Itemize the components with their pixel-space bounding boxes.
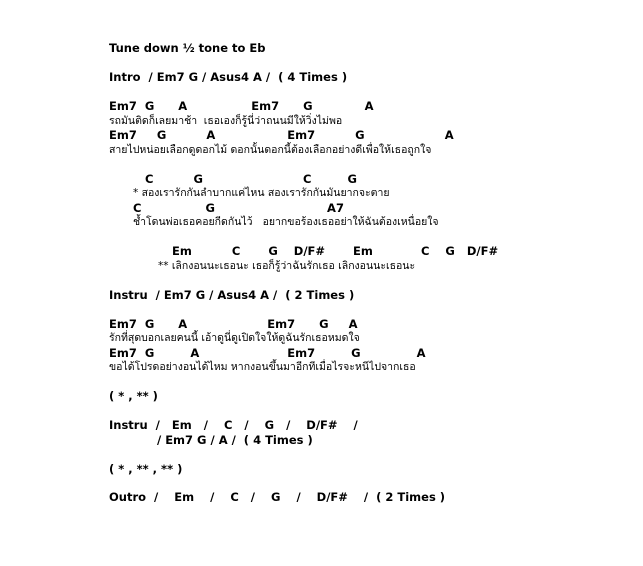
verse2-chords-2: Em7 G A Em7 G A <box>109 346 426 360</box>
verse2-lyric-2: ขอได้โปรดอย่างอนได้ไหม หากงอนขึ้นมาอีกทีเมื่อไรจะหนีไปจากเธอ <box>109 361 416 373</box>
prechorus-lyric-2: ช้ำโดนพ่อเธอคอยกีดกันไว้ อยากขอร้องเธออย่าให้ฉันต้องเหนื่อยใจ <box>133 216 439 228</box>
intro-line: Intro / Em7 G / Asus4 A / ( 4 Times ) <box>109 70 348 84</box>
prechorus-chords-2: C G A7 <box>133 201 344 215</box>
tuning-note: Tune down ½ tone to Eb <box>109 41 266 55</box>
prechorus-lyric-1: * สองเรารักกันลำบากแค่ไหน สองเรารักกันมันยากจะตาย <box>133 187 390 199</box>
verse1-chords-2: Em7 G A Em7 G A <box>109 128 454 142</box>
instru2-line-1: Instru / Em / C / G / D/F# / <box>109 418 358 432</box>
verse1-lyric-1: รถมันติดก็เลยมาช้า เธอเองก็รู้นี่ว่าถนนมีให้วิ่งไม่พอ <box>109 115 343 127</box>
repeat1-line: ( * , ** ) <box>109 389 158 403</box>
instru1-line: Instru / Em7 G / Asus4 A / ( 2 Times ) <box>109 288 355 302</box>
chorus-chords: Em C G D/F# Em C G D/F# <box>172 244 499 258</box>
chorus-lyric: ** เลิกงอนนะเธอนะ เธอก็รู้ว่าฉันรักเธอ เลิกงอนนะเธอนะ <box>158 260 416 272</box>
instru2-line-2: / Em7 G / A / ( 4 Times ) <box>157 433 313 447</box>
verse2-chords-1: Em7 G A Em7 G A <box>109 317 358 331</box>
verse2-lyric-1: รักที่สุดบอกเลยคนนี้ เอ้าดูนี่ดูเปิดใจให้ดูฉันรักเธอหมดใจ <box>109 332 360 344</box>
repeat2-line: ( * , ** , ** ) <box>109 462 183 476</box>
verse1-lyric-2: สายไปหน่อยเลือกดูดอกไม้ ดอกนั้นดอกนี้ต้องเลือกอย่างดีเพื่อให้เธอถูกใจ <box>109 144 432 156</box>
prechorus-chords-1: C G C G <box>145 172 357 186</box>
verse1-chords-1: Em7 G A Em7 G A <box>109 99 374 113</box>
outro-line: Outro / Em / C / G / D/F# / ( 2 Times ) <box>109 490 446 504</box>
